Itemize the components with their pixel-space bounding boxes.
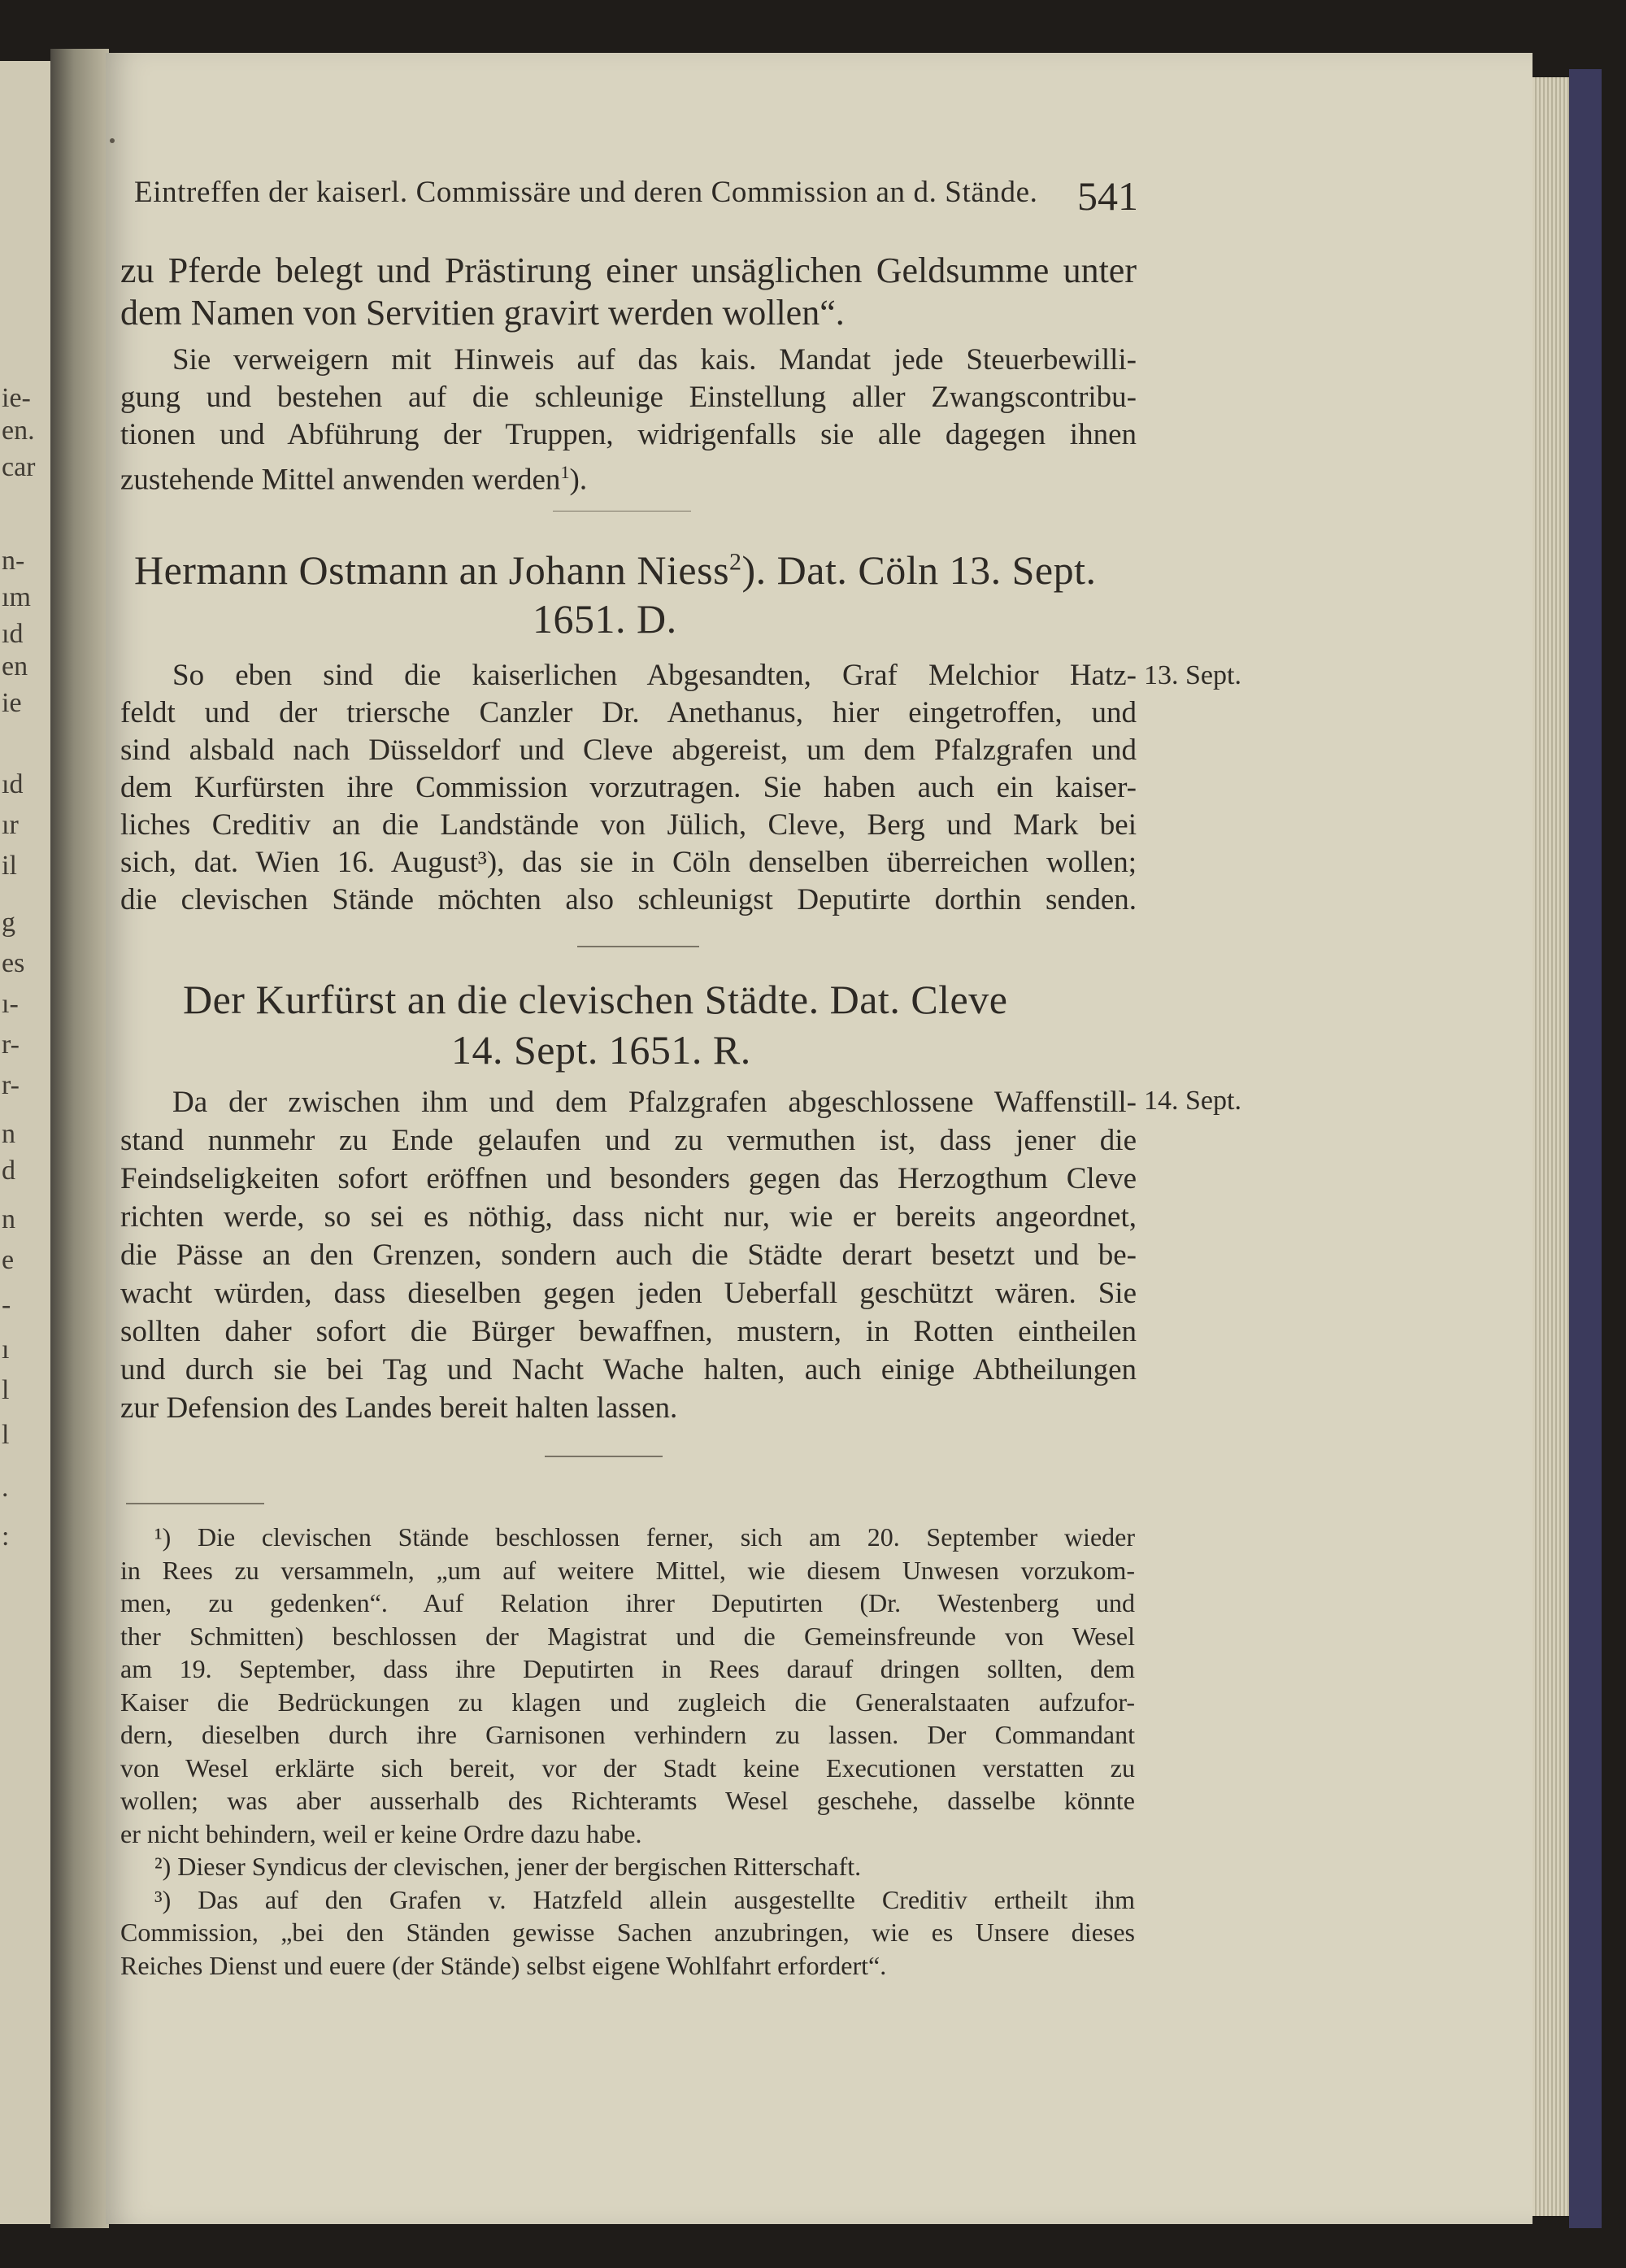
left-page-fragment: ır	[2, 810, 19, 840]
text-line: liches Creditiv an die Landstände von Jülich, Cleve, Berg und Mark bei	[120, 808, 1137, 842]
left-page-fragment: -	[2, 1290, 11, 1320]
left-page-fragment: car	[2, 452, 36, 482]
footnote-rule	[126, 1503, 264, 1504]
text-line: stand nunmehr zu Ende gelaufen und zu vermuthen ist, dass jener die	[120, 1124, 1137, 1157]
margin-date: 14. Sept.	[1144, 1086, 1241, 1116]
page-number: 541	[1077, 173, 1138, 219]
text-line: dem Namen von Servitien gravirt werden wollen“.	[120, 293, 845, 333]
left-page-fragment: en	[2, 651, 28, 681]
left-page-fragment: il	[2, 851, 17, 881]
footnote-line: men, zu gedenken“. Auf Relation ihrer Deputirten (Dr. Westenberg und	[120, 1588, 1135, 1617]
footnote-line: ²) Dieser Syndicus der clevischen, jener der bergischen Ritterschaft.	[154, 1852, 862, 1881]
left-page-fragment: n	[2, 1204, 15, 1234]
letter-heading-year: 1651. D.	[533, 596, 677, 642]
book-cover-edge	[1569, 69, 1602, 2228]
left-page-fragment: l	[2, 1420, 10, 1450]
footnote-line: von Wesel erklärte sich bereit, vor der Stadt keine Executionen verstatten zu	[120, 1752, 1135, 1783]
left-page-fragment: ı	[2, 1334, 10, 1365]
footnote-line: Commission, „bei den Ständen gewisse Sachen anzubringen, wie es Unsere dieses	[120, 1918, 1135, 1947]
left-page-fragment: r-	[2, 1070, 20, 1100]
footnote-line: ther Schmitten) beschlossen der Magistrat und die Gemeinsfreunde von Wesel	[120, 1621, 1135, 1651]
text-line: richten werde, so sei es nöthig, dass nicht nur, wie er bereits angeordnet,	[120, 1200, 1137, 1234]
left-page-fragment: en.	[2, 416, 35, 446]
footnote-line: am 19. September, dass ihre Deputirten in Rees darauf dringen sollten, dem	[120, 1654, 1135, 1683]
text-line: Sie verweigern mit Hinweis auf das kais. Mandat jede Steuerbewilli-	[172, 343, 1137, 377]
text-line: gung und bestehen auf die schleunige Einstellung aller Zwangscontribu-	[120, 381, 1137, 414]
text-line: dem Kurfürsten ihre Commission vorzutragen. Sie haben auch ein kaiser-	[120, 771, 1137, 804]
left-page-fragment: r-	[2, 1030, 20, 1060]
footnote-line: wollen; was aber ausserhalb des Richteramts Wesel geschehe, dasselbe könnte	[120, 1786, 1135, 1815]
text-line: die clevischen Stände möchten also schleunigst Deputirte dorthin senden.	[120, 883, 1137, 916]
text-line: sind alsbald nach Düsseldorf und Cleve abgereist, um dem Pfalzgrafen und	[120, 734, 1137, 767]
footnote-line: Kaiser die Bedrückungen zu klagen und zugleich die Generalstaaten aufzufor-	[120, 1687, 1135, 1717]
text-line: zu Pferde belegt und Prästirung einer unsäglichen Geldsumme unter	[120, 250, 1137, 290]
text-line: So eben sind die kaiserlichen Abgesandten, Graf Melchior Hatz-	[172, 659, 1137, 692]
left-page-fragment: ı-	[2, 989, 19, 1019]
text-line: sich, dat. Wien 16. August³), das sie in Cöln denselben überreichen wollen;	[120, 846, 1137, 879]
text-line: zustehende Mittel anwenden werden$^1$).	[120, 462, 588, 497]
footnote-line: ¹) Die clevischen Stände beschlossen ferner, sich am 20. September wieder	[154, 1522, 1135, 1552]
letter-heading: Der Kurfürst an die clevischen Städte. Dat. Cleve	[183, 977, 1008, 1022]
page-block-edges	[1533, 77, 1569, 2216]
left-page-fragment: g	[2, 908, 15, 938]
margin-date: 13. Sept.	[1144, 660, 1241, 690]
divider-rule	[577, 946, 699, 947]
text-line: und durch sie bei Tag und Nacht Wache halten, auch einige Abtheilungen	[120, 1353, 1137, 1386]
left-page-fragment: :	[2, 1521, 10, 1552]
footnote-line: ³) Das auf den Grafen v. Hatzfeld allein ausgestellte Creditiv ertheilt ihm	[154, 1884, 1135, 1914]
running-header: Eintreffen der kaiserl. Commissäre und deren Commission an d. Stände.	[134, 176, 1038, 209]
letter-heading-date: 14. Sept. 1651. R.	[451, 1027, 751, 1073]
text-line: wacht würden, dass dieselben gegen jeden Ueberfall geschützt wären. Sie	[120, 1277, 1137, 1310]
text-line: Feindseligkeiten sofort eröffnen und besonders gegen das Herzogthum Cleve	[120, 1162, 1137, 1195]
left-page-fragment: n	[2, 1119, 15, 1149]
text-line: die Pässe an den Grenzen, sondern auch die Städte derart besetzt und be-	[120, 1238, 1137, 1272]
text-line: zur Defension des Landes bereit halten lassen.	[120, 1391, 678, 1425]
text-line: tionen und Abführung der Truppen, widrigenfalls sie alle dagegen ihnen	[120, 418, 1137, 451]
text-line: sollten daher sofort die Bürger bewaffnen, mustern, in Rotten eintheilen	[120, 1315, 1137, 1348]
letter-heading: Hermann Ostmann an Johann Niess$^2$). Dat. Cöln 13. Sept.	[134, 547, 1097, 593]
left-page-fragment: n-	[2, 546, 25, 576]
footnote-line: Reiches Dienst und euere (der Stände) selbst eigene Wohlfahrt erfordert“.	[120, 1950, 887, 1980]
left-page-fragment: ıd	[2, 619, 24, 649]
left-page-fragment: ie-	[2, 383, 31, 413]
ink-spot	[110, 138, 115, 143]
footnote-line: er nicht behindern, weil er keine Ordre dazu habe.	[120, 1818, 642, 1848]
left-page-fragment: ie	[2, 688, 22, 718]
divider-rule	[545, 1456, 663, 1457]
left-page-fragment: ım	[2, 582, 31, 612]
text-line: Da der zwischen ihm und dem Pfalzgrafen abgeschlossene Waffenstill-	[172, 1086, 1137, 1119]
footnote-line: in Rees zu versammeln, „um auf weitere Mittel, wie diesem Unwesen vorzukom-	[120, 1555, 1135, 1585]
left-page-fragment: l	[2, 1375, 10, 1405]
footnote-line: dern, dieselben durch ihre Garnisonen verhindern zu lassen. Der Commandant	[120, 1720, 1135, 1749]
left-page-fragment: .	[2, 1473, 9, 1503]
book-gutter	[50, 49, 109, 2228]
left-page-fragment: e	[2, 1245, 15, 1275]
text-line: feldt und der triersche Canzler Dr. Anethanus, hier eingetroffen, und	[120, 696, 1137, 729]
left-page-fragment: es	[2, 948, 25, 978]
left-page-fragment: d	[2, 1156, 15, 1186]
left-page-fragment: ıd	[2, 769, 24, 799]
